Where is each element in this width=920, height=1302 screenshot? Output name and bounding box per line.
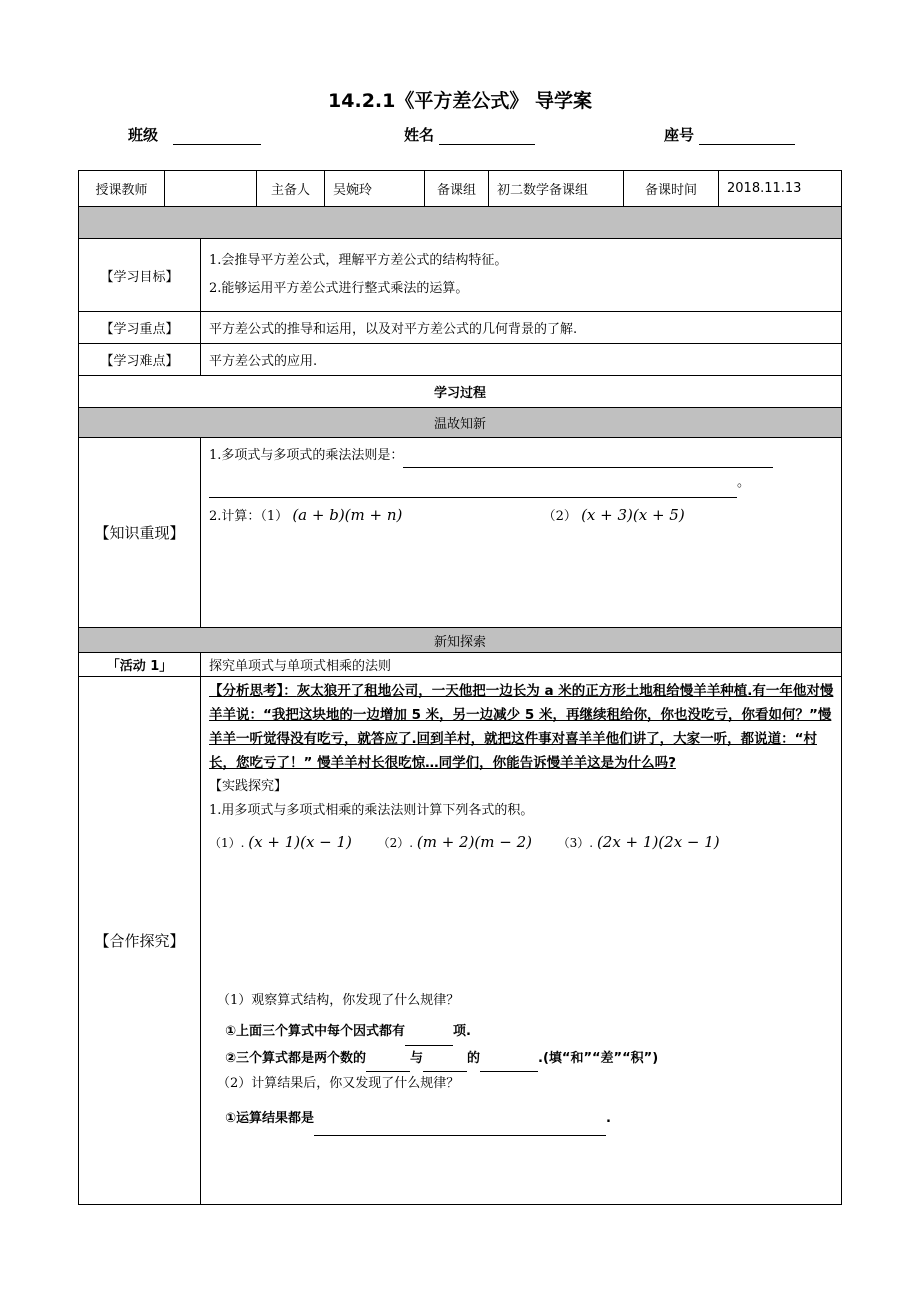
- goal-item: 2.能够运用平方差公式进行整式乘法的运算。: [209, 281, 469, 296]
- obs2-a: ②三个算式都是两个数的: [225, 1051, 367, 1066]
- difficulty-row: [79, 344, 842, 376]
- obs2-b: 与: [410, 1051, 424, 1066]
- lesson-table: [78, 170, 842, 1205]
- preparer-label: 主备人: [257, 171, 325, 207]
- calc-workspace[interactable]: [209, 860, 835, 988]
- goals-content: [201, 239, 842, 312]
- review-q1-end: 。: [737, 475, 751, 490]
- calc2-prefix: （2）.: [377, 836, 414, 850]
- seat-label: 座号: [664, 126, 695, 144]
- difficulty-text: 平方差公式的应用.: [201, 344, 842, 376]
- page-title: 14.2.1《平方差公式》 导学案: [328, 90, 592, 112]
- obs2-blank1[interactable]: [366, 1057, 410, 1072]
- seat-field[interactable]: [664, 124, 795, 145]
- review-q1-blank2[interactable]: [209, 483, 737, 498]
- activity-row: [79, 653, 842, 677]
- review-q2: [209, 500, 833, 532]
- group-value: 初二数学备课组: [489, 171, 624, 207]
- calc3-expr: (2x + 1)(2x − 1): [596, 833, 720, 851]
- time-label: 备课时间: [624, 171, 719, 207]
- calc2-expr: (m + 2)(m − 2): [416, 833, 532, 851]
- obs1-b: 项.: [453, 1024, 471, 1039]
- key-points-text: 平方差公式的推导和运用，以及对平方差公式的几何背景的了解.: [201, 312, 842, 344]
- review-q1-blank[interactable]: [403, 453, 773, 468]
- review-q2-prefix: 2.计算：（1）: [209, 509, 289, 524]
- process-title: 学习过程: [79, 376, 842, 408]
- review-q2-expr1: (a + b)(m + n): [292, 506, 403, 524]
- observe-item-2: [209, 1046, 835, 1072]
- obs1-blank[interactable]: [405, 1031, 453, 1046]
- practice-tag: 【实践探究】: [209, 779, 288, 794]
- name-blank[interactable]: [439, 130, 535, 145]
- goals-label: 【学习目标】: [79, 239, 201, 312]
- group-label: 备课组: [425, 171, 489, 207]
- calc1-prefix: （1）.: [209, 836, 245, 850]
- review-q1-line2: [209, 468, 833, 498]
- review-content: [201, 438, 842, 628]
- goals-row: [79, 239, 842, 312]
- activity-label: 「活动 1」: [79, 653, 201, 677]
- review-header-row: [79, 408, 842, 438]
- goal-item: 1.会推导平方差公式，理解平方差公式的结构特征。: [209, 253, 508, 268]
- result-question: （2）计算结果后，你又发现了什么规律？: [217, 1076, 460, 1091]
- class-label: 班级: [128, 126, 159, 144]
- explore-header-row: [79, 628, 842, 653]
- key-points-label: 【学习重点】: [79, 312, 201, 344]
- class-blank[interactable]: [173, 130, 261, 145]
- calc1-expr: (x + 1)(x − 1): [248, 833, 352, 851]
- review-q1: [209, 444, 833, 468]
- gray-band: [79, 207, 842, 239]
- analysis-tag: 【分析思考】：: [209, 683, 297, 699]
- coop-row: [79, 677, 842, 1205]
- time-value: 2018.11.13: [719, 171, 842, 207]
- practice-question: 1.用多项式与多项式相乘的乘法法则计算下列各式的积。: [209, 803, 534, 818]
- teacher-label: 授课教师: [79, 171, 165, 207]
- obs2-d: .(填“和”“差”“积”): [538, 1051, 659, 1066]
- coop-content: [201, 677, 842, 1205]
- key-points-row: [79, 312, 842, 344]
- review-label: 【知识重现】: [79, 438, 201, 628]
- difficulty-label: 【学习难点】: [79, 344, 201, 376]
- calc3-prefix: （3）.: [557, 836, 594, 850]
- review-q1-text: 1.多项式与多项式的乘法法则是：: [209, 448, 404, 463]
- seat-blank[interactable]: [699, 130, 795, 145]
- teacher-value: [165, 171, 257, 207]
- review-header: 温故知新: [79, 408, 842, 438]
- coop-label: 【合作探究】: [79, 677, 201, 1205]
- preparer-value: 吴婉玲: [325, 171, 425, 207]
- obs2-blank3[interactable]: [480, 1057, 538, 1072]
- observe-question: （1）观察算式结构，你发现了什么规律？: [217, 993, 460, 1008]
- review-q2-expr2: (x + 3)(x + 5): [581, 506, 685, 524]
- name-label: 姓名: [404, 126, 435, 144]
- name-field[interactable]: [404, 124, 535, 145]
- res1-a: ①运算结果都是: [225, 1111, 315, 1126]
- obs2-c: 的: [467, 1051, 481, 1066]
- res1-b: .: [606, 1111, 611, 1126]
- info-row: [79, 171, 842, 207]
- class-field[interactable]: [128, 124, 261, 145]
- result-item-1: [209, 1102, 835, 1136]
- calc-row: [209, 825, 835, 860]
- res1-blank[interactable]: [314, 1121, 606, 1136]
- explore-header: 新知探索: [79, 628, 842, 653]
- obs2-blank2[interactable]: [423, 1057, 467, 1072]
- process-row: [79, 376, 842, 408]
- obs1-a: ①上面三个算式中每个因式都有: [225, 1024, 406, 1039]
- story-text: 灰太狼开了租地公司，一天他把一边长为 a 米的正方形土地租给慢羊羊种植.有一年他对慢羊羊说：“我把这块地的一边增加 5 米，另一边减少 5 米，再继续租给你，你也没吃亏，你看如何？”慢羊羊一听觉得没有吃亏，就答应了.回到羊村，就把这件事对喜羊羊他们讲了，大家一听，都说道：“村长，您吃亏了！” 慢羊羊村长很吃惊…同学们，你能告诉慢羊羊这是为什么吗?: [209, 683, 834, 771]
- review-q2-prefix2: （2）: [542, 509, 577, 524]
- analysis-story: [209, 679, 835, 775]
- activity-text: 探究单项式与单项式相乘的法则: [201, 653, 842, 677]
- gray-band-cell: [79, 207, 842, 239]
- review-row: [79, 438, 842, 628]
- observe-item-1: [209, 1018, 835, 1046]
